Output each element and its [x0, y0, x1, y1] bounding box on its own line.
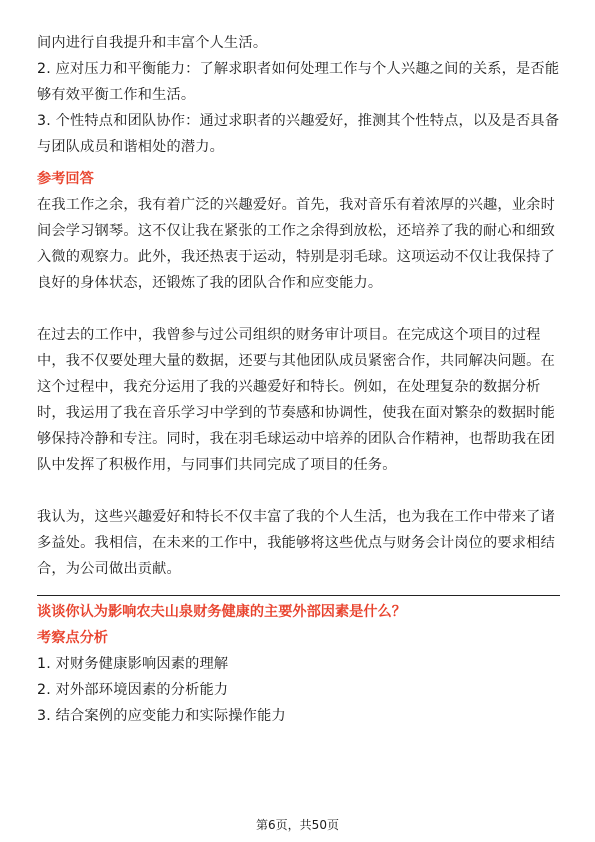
- analysis-item: 3. 结合案例的应变能力和实际操作能力: [37, 708, 286, 724]
- paragraph-line: 入微的观察力。此外，我还热衷于运动，特别是羽毛球。这项运动不仅让我保持了: [37, 249, 555, 265]
- paragraph-line: 中，我不仅要处理大量的数据，还要与其他团队成员紧密合作，共同解决问题。在: [37, 353, 555, 369]
- paragraph-line: 合，为公司做出贡献。: [37, 561, 181, 577]
- intro-line: 够有效平衡工作和生活。: [37, 87, 196, 103]
- intro-line: 2. 应对压力和平衡能力：了解求职者如何处理工作与个人兴趣之间的关系，是否能: [37, 61, 560, 77]
- paragraph-line: 队中发挥了积极作用，与同事们共同完成了项目的任务。: [37, 457, 397, 473]
- analysis-list: [37, 651, 560, 729]
- intro-line: 与团队成员和谐相处的潜力。: [37, 139, 225, 155]
- answer-paragraph-1: [37, 192, 560, 296]
- paragraph-line: 够保持冷静和专注。同时，我在羽毛球运动中培养的团队合作精神，也帮助我在团: [37, 431, 555, 447]
- analysis-item: 2. 对外部环境因素的分析能力: [37, 682, 229, 698]
- paragraph-line: 我认为，这些兴趣爱好和特长不仅丰富了我的个人生活，也为我在工作中带来了诸: [37, 509, 555, 525]
- paragraph-gap: [37, 296, 560, 322]
- analysis-item: 1. 对财务健康影响因素的理解: [37, 656, 229, 672]
- paragraph-line: 在我工作之余，我有着广泛的兴趣爱好。首先，我对音乐有着浓厚的兴趣，业余时: [37, 197, 555, 213]
- intro-line: 3. 个性特点和团队协作：通过求职者的兴趣爱好，推测其个性特点，以及是否具备: [37, 113, 560, 129]
- paragraph-line: 良好的身体状态，还锻炼了我的团队合作和应变能力。: [37, 275, 383, 291]
- paragraph-gap: [37, 478, 560, 504]
- answer-heading: 参考回答: [37, 171, 94, 187]
- section-divider: [37, 595, 560, 596]
- document-page: [37, 30, 560, 729]
- analysis-heading: 考察点分析: [37, 630, 108, 646]
- answer-paragraph-3: [37, 504, 560, 582]
- page-footer: 第6页，共50页: [256, 818, 339, 832]
- paragraph-line: 这个过程中，我充分运用了我的兴趣爱好和特长。例如，在处理复杂的数据分析: [37, 379, 541, 395]
- intro-line: 间内进行自我提升和丰富个人生活。: [37, 35, 268, 51]
- intro-list: [37, 30, 560, 160]
- paragraph-line: 间会学习钢琴。这不仅让我在紧张的工作之余得到放松，还培养了我的耐心和细致: [37, 223, 555, 239]
- paragraph-line: 时，我运用了我在音乐学习中学到的节奏感和协调性，使我在面对繁杂的数据时能: [37, 405, 555, 421]
- paragraph-line: 多益处。我相信，在未来的工作中，我能够将这些优点与财务会计岗位的要求相结: [37, 535, 555, 551]
- paragraph-line: 在过去的工作中，我曾参与过公司组织的财务审计项目。在完成这个项目的过程: [37, 327, 541, 343]
- question-title: 谈谈你认为影响农夫山泉财务健康的主要外部因素是什么？: [37, 604, 406, 620]
- answer-paragraph-2: [37, 322, 560, 478]
